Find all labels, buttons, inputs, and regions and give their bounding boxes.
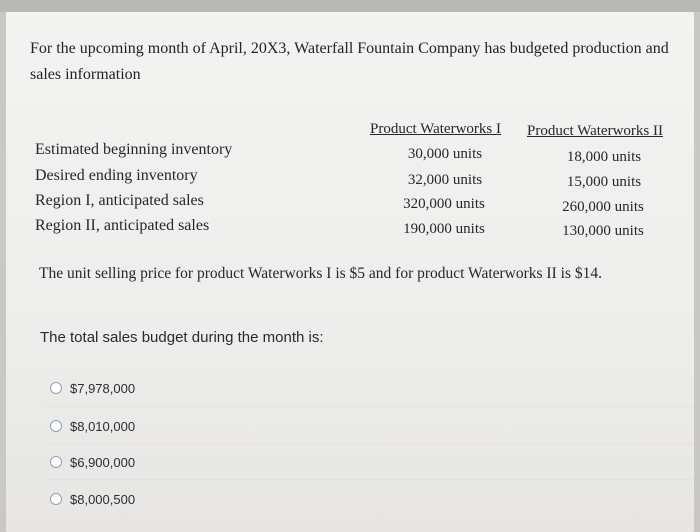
radio-button-icon[interactable]	[50, 382, 62, 394]
cell-region-1-sales-w1: 320,000 units	[403, 196, 485, 212]
row-label-region-2-sales: Region II, anticipated sales	[35, 217, 210, 234]
cell-beginning-inventory-w1: 30,000 units	[407, 146, 483, 162]
top-edge	[0, 0, 700, 12]
answer-option-label: $8,010,000	[70, 418, 136, 434]
row-label-ending-inventory: Desired ending inventory	[35, 167, 198, 184]
cell-region-1-sales-w2: 260,000 units	[562, 199, 644, 215]
cell-ending-inventory-w1: 32,000 units	[407, 172, 483, 188]
answer-option-label: $6,900,000	[70, 454, 136, 470]
cell-ending-inventory-w2: 15,000 units	[566, 174, 642, 190]
option-divider	[46, 479, 694, 480]
option-divider	[46, 406, 694, 407]
row-label-region-1-sales: Region I, anticipated sales	[35, 192, 204, 209]
cell-region-2-sales-w2: 130,000 units	[562, 223, 644, 239]
answer-option-1[interactable]	[50, 378, 135, 398]
cell-region-2-sales-w1: 190,000 units	[403, 221, 485, 237]
radio-button-icon[interactable]	[50, 456, 62, 468]
answer-option-2[interactable]	[50, 416, 135, 436]
answer-option-label: $8,000,500	[70, 491, 136, 507]
answer-option-3[interactable]	[50, 452, 135, 472]
cell-beginning-inventory-w2: 18,000 units	[566, 149, 642, 165]
answer-option-4[interactable]	[50, 489, 135, 509]
answer-option-label: $7,978,000	[70, 380, 136, 396]
option-divider	[46, 443, 694, 444]
question-card	[6, 12, 694, 532]
radio-button-icon[interactable]	[50, 420, 62, 432]
question-prompt: The total sales budget during the month is:	[40, 329, 324, 346]
radio-button-icon[interactable]	[50, 493, 62, 505]
column-header-waterworks-2: Product Waterworks II	[527, 123, 663, 139]
row-label-beginning-inventory: Estimated beginning inventory	[35, 141, 233, 158]
unit-price-note: The unit selling price for product Waterworks I is $5 and for product Waterworks II is $14.	[39, 265, 602, 282]
question-intro: For the upcoming month of April, 20X3, Waterfall Fountain Company has budgeted production and sales information	[30, 40, 669, 83]
column-header-waterworks-1: Product Waterworks I	[370, 121, 501, 137]
